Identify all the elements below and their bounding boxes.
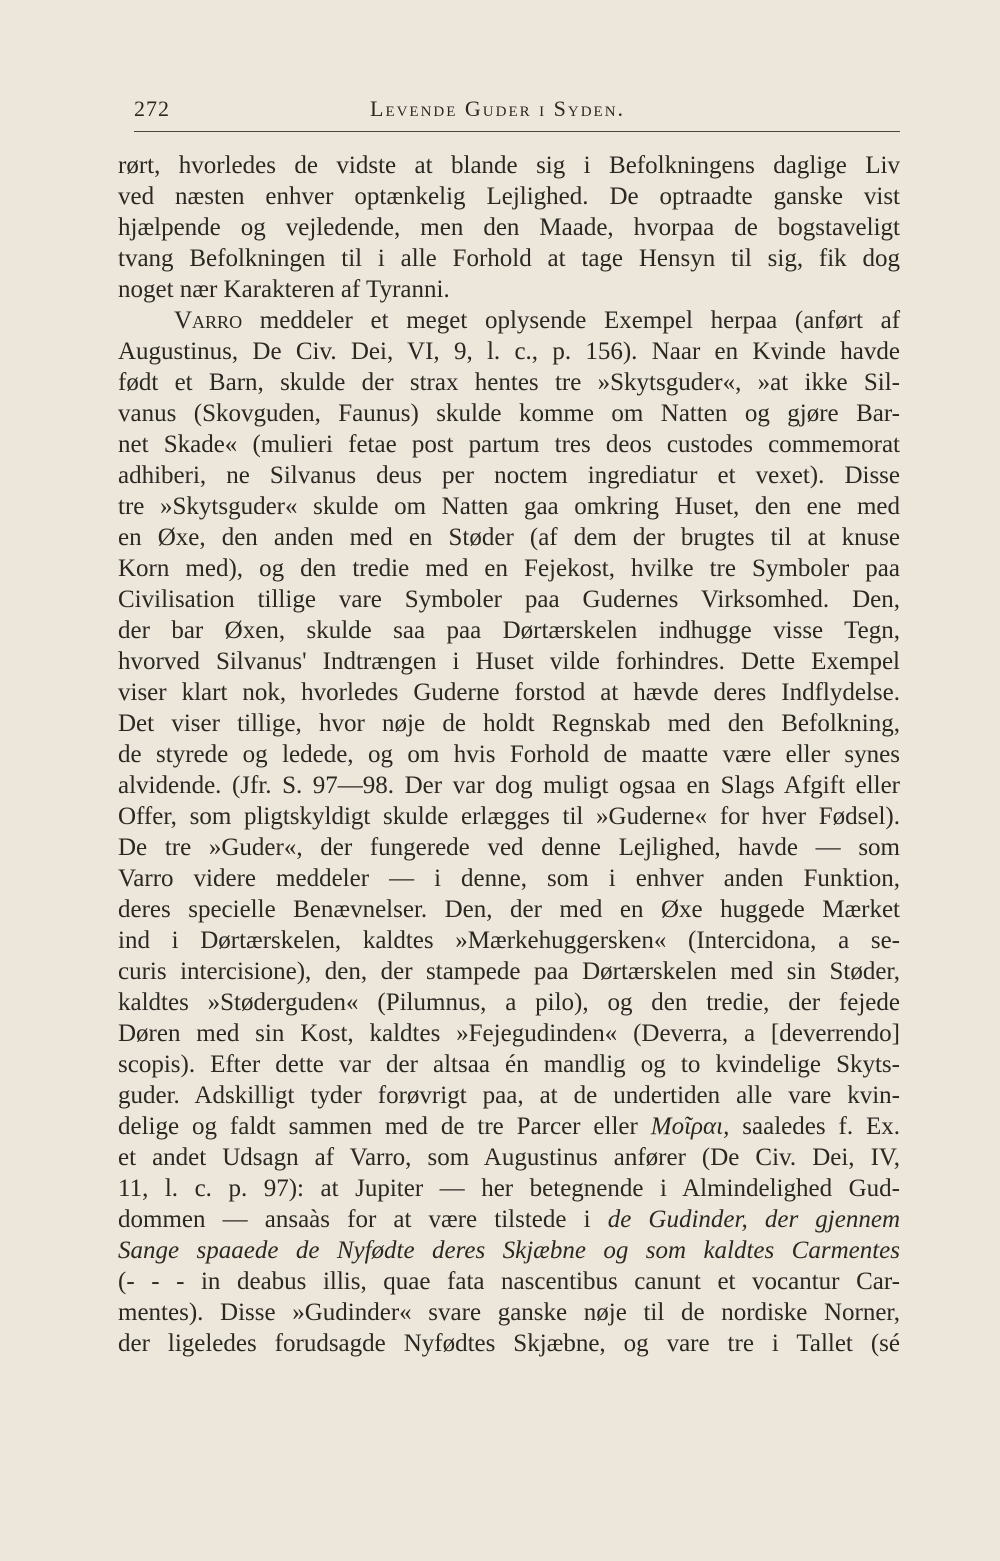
text-line: tre »Skytsguder« skulde om Natten gaa omkring Huset, den ene med — [118, 493, 900, 520]
page-number: 272 — [134, 96, 170, 121]
greek-moirai: Μοῖραι, — [650, 1113, 730, 1140]
text-fragment: delige og faldt sammen med de tre Parcer eller — [118, 1113, 638, 1140]
text-line: et andet Udsagn af Varro, som Augustinus anfører (De Civ. Dei, IV, — [118, 1144, 900, 1171]
text-line: vanus (Skovguden, Faunus) skulde komme om Natten og gjøre Bar- — [118, 400, 900, 427]
text-line: rørt, hvorledes de vidste at blande sig i Befolkningens daglige Liv — [118, 152, 900, 179]
text-fragment: meddeler et meget oplysende Exempel herpaa (anført af — [259, 307, 901, 334]
author-name-varro: Varro — [174, 307, 243, 334]
text-line: hjælpende og vejledende, men den Maade, hvorpaa de bogstaveligt — [118, 214, 900, 241]
text-line: Varro videre meddeler — i denne, som i enhver anden Funktion, — [118, 865, 900, 892]
text-line: curis intercisione), den, der stampede paa Dørtærskelen med sin Støder, — [118, 958, 900, 985]
text-line: kaldtes »Støderguden« (Pilumnus, a pilo), og den tredie, der fejede — [118, 989, 900, 1016]
paragraph-first-line — [118, 305, 900, 336]
text-line: scopis). Efter dette var der altsaa én mandlig og to kvindelige Skyts- — [118, 1051, 900, 1078]
text-line: en Øxe, den anden med en Støder (af dem der brugtes til at knuse — [118, 524, 900, 551]
text-line: født et Barn, skulde der strax hentes tre »Skytsguder«, »at ikke Sil- — [118, 369, 900, 396]
text-line: Døren med sin Kost, kaldtes »Fejegudinden« (Deverra, a [deverrendo] — [118, 1020, 900, 1047]
text-line: alvidende. (Jfr. S. 97—98. Der var dog muligt ogsaa en Slags Afgift eller — [118, 772, 900, 799]
text-line: noget nær Karakteren af Tyranni. — [118, 276, 450, 303]
text-line: Det viser tillige, hvor nøje de holdt Regnskab med den Befolkning, — [118, 710, 900, 737]
text-line-moirai — [118, 1111, 900, 1142]
text-fragment: saaledes f. Ex. — [729, 1113, 901, 1140]
text-line: ved næsten enhver optænkelig Lejlighed. De optraadte ganske vist — [118, 183, 900, 210]
text-line: de styrede og ledede, og om hvis Forhold de maatte være eller synes — [118, 741, 900, 768]
text-line: der ligeledes forudsagde Nyfødtes Skjæbne, og vare tre i Tallet (sé — [118, 1330, 900, 1357]
text-line-italic: Sange spaaede de Nyfødte deres Skjæbne og som kaldtes Carmentes — [118, 1237, 900, 1264]
text-line: Civilisation tillige vare Symboler paa Gudernes Virksomhed. Den, — [118, 586, 900, 613]
text-fragment: dommen — ansaàs for at være tilstede i — [118, 1206, 591, 1233]
text-line: hvorved Silvanus' Indtrængen i Huset vilde forhindres. Dette Exempel — [118, 648, 900, 675]
text-line: 11, l. c. p. 97): at Jupiter — her betegnende i Almindelighed Gud- — [118, 1175, 900, 1202]
text-line: guder. Adskilligt tyder forøvrigt paa, at de undertiden alle vare kvin- — [118, 1082, 900, 1109]
text-line: deres specielle Benævnelser. Den, der med en Øxe huggede Mærket — [118, 896, 900, 923]
text-line: der bar Øxen, skulde saa paa Dørtærskelen indhugge visse Tegn, — [118, 617, 900, 644]
text-line: (- - - in deabus illis, quae fata nascentibus canunt et vocantur Car- — [118, 1268, 900, 1295]
body-text — [118, 150, 900, 1359]
text-line: De tre »Guder«, der fungerede ved denne Lejlighed, havde — som — [118, 834, 900, 861]
text-line: Korn med), og den tredie med en Fejekost, hvilke tre Symboler paa — [118, 555, 900, 582]
text-line-gudinder — [118, 1204, 900, 1235]
running-title: Levende Guder i Syden. — [370, 96, 626, 121]
italic-fragment: de Gudinder, der gjennem — [607, 1206, 901, 1233]
header-rule — [134, 131, 900, 132]
text-line: Augustinus, De Civ. Dei, VI, 9, l. c., p. 156). Naar en Kvinde havde — [118, 338, 900, 365]
text-line: tvang Befolkningen til i alle Forhold at tage Hensyn til sig, fik dog — [118, 245, 900, 272]
page-header — [134, 96, 900, 126]
text-line: viser klart nok, hvorledes Guderne forstod at hævde deres Indflydelse. — [118, 679, 900, 706]
text-line: mentes). Disse »Gudinder« svare ganske nøje til de nordiske Norner, — [118, 1299, 900, 1326]
text-line: net Skade« (mulieri fetae post partum tres deos custodes commemorat — [118, 431, 900, 458]
text-line: Offer, som pligtskyldigt skulde erlægges til »Guderne« for hver Fødsel). — [118, 803, 900, 830]
text-line: adhiberi, ne Silvanus deus per noctem ingrediatur et vexet). Disse — [118, 462, 900, 489]
text-line: ind i Dørtærskelen, kaldtes »Mærkehuggersken« (Intercidona, a se- — [118, 927, 900, 954]
